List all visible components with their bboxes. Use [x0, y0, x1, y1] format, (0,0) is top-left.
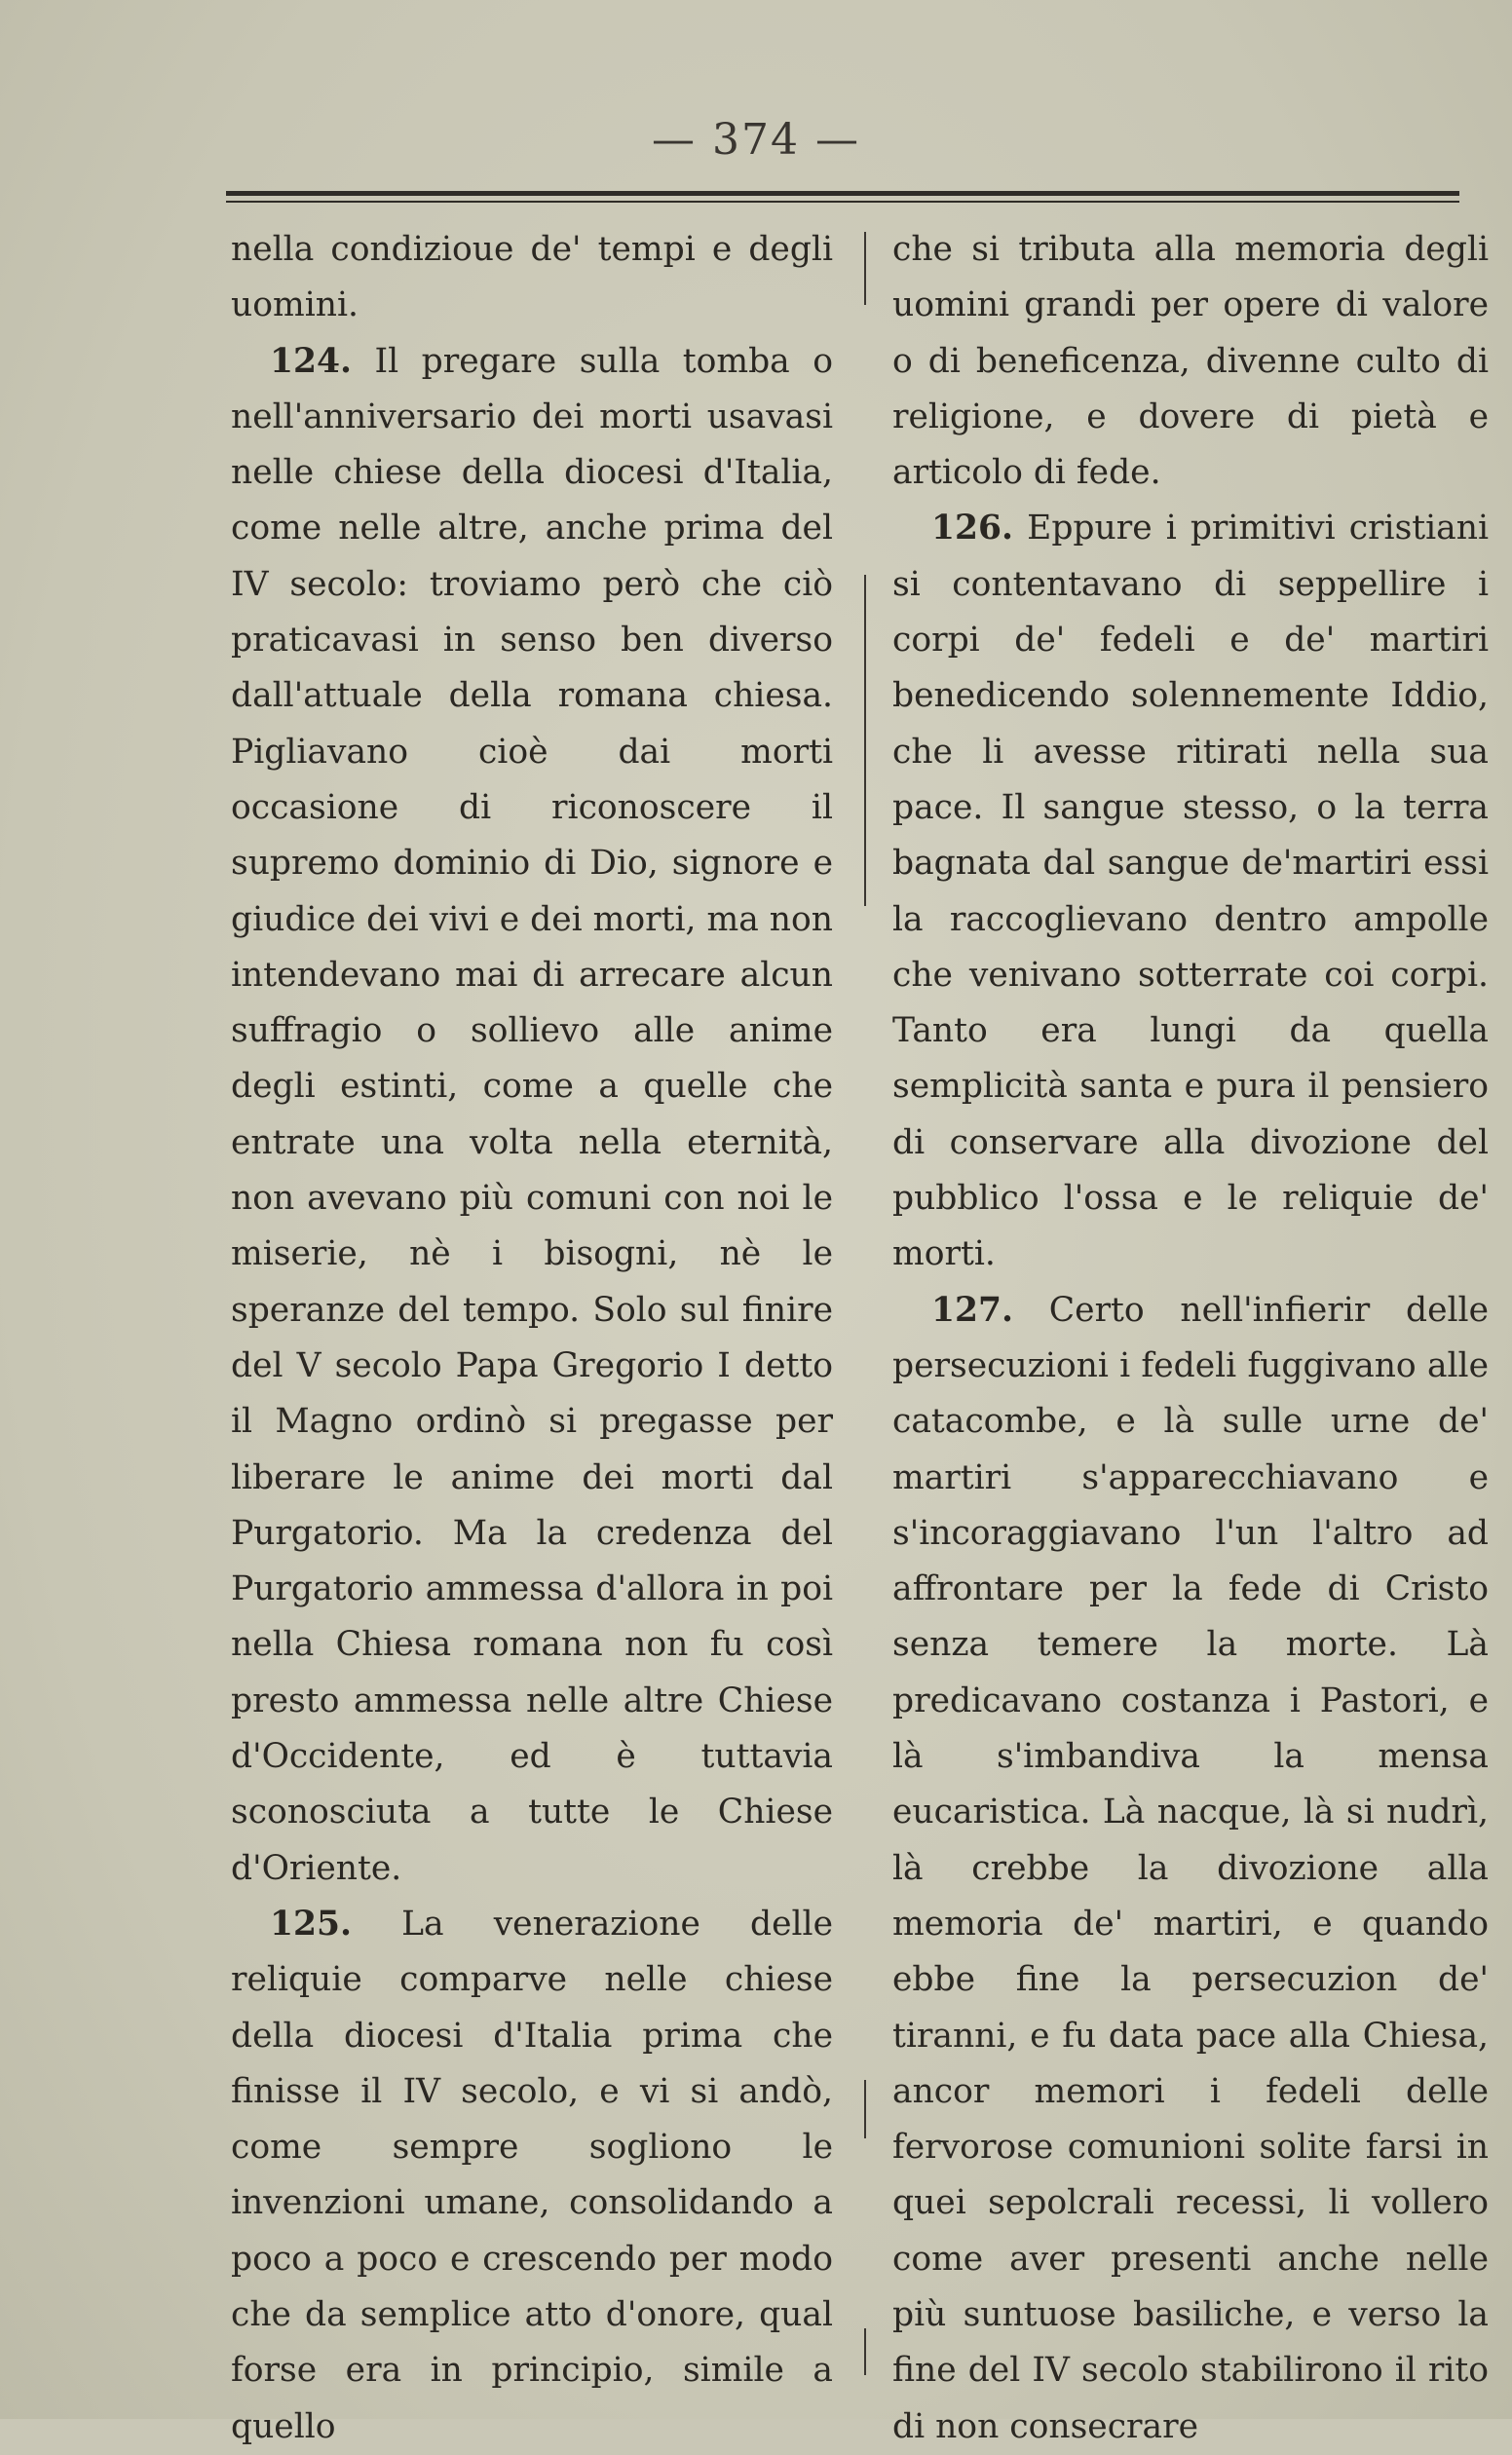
header-rule-thin: [226, 201, 1459, 203]
paragraph-126: [892, 501, 1489, 1282]
section-number: 127.: [931, 1290, 1014, 1330]
section-number: 124.: [270, 341, 353, 381]
paragraph-124: [231, 334, 833, 1897]
column-divider: [864, 575, 866, 906]
section-number: 126.: [931, 509, 1014, 548]
paragraph-continuation: che si tributa alla memoria degli uomini grandi per opere di valore o di beneficenza, divenne culto di religione, e dovere di pietà e articolo di fede.: [892, 230, 1489, 493]
column-divider: [864, 2328, 866, 2375]
paragraph-text: Il pregare sulla tomba o nell'anniversario dei morti usavasi nelle chiese della diocesi d'Italia, come nelle altre, anche prima del IV secolo: troviamo però che ciò praticavasi in senso ben diverso dall'attuale della romana chiesa. Pigliavano cioè dai morti occasione di riconoscere il supremo dominio di Dio, signore e giudice dei vivi e dei morti, ma non intendevano mai di arrecare alcun suffragio o sollievo alle anime degli estinti, come a quelle che entrate una volta nella eternità, non avevano più comuni con noi le miserie, nè i bisogni, nè le speranze del tempo. Solo sul finire del V secolo Papa Gregorio I detto il Magno ordinò si pregasse per liberare le anime dei morti dal Purgatorio. Ma la credenza del Purgatorio ammessa d'allora in poi nella Chiesa romana non fu così presto ammessa nelle altre Chiese d'Occidente, ed è tuttavia sconosciuta a tutte le Chiese d'Oriente.: [231, 341, 833, 1888]
page-number: — 374 —: [652, 115, 860, 165]
paragraph-125: [231, 1897, 833, 2455]
paragraph-127: [892, 1283, 1489, 2455]
paragraph-continuation: nella condizioue de' tempi e degli uomini.: [231, 230, 833, 325]
left-column: [231, 222, 833, 2455]
paragraph-text: La venerazione delle reliquie comparve nelle chiese della diocesi d'Italia prima che finisse il IV secolo, e vi si andò, come sempre sogliono le invenzioni umane, consolidando a poco a poco e crescendo per modo che da semplice atto d'onore, qual forse era in principio, simile a quello: [231, 1904, 833, 2446]
section-number: 125.: [270, 1904, 353, 1944]
column-divider: [864, 232, 866, 305]
right-column: [892, 222, 1489, 2455]
paragraph-text: Eppure i primitivi cristiani si contentavano di seppellire i corpi de' fedeli e de' martiri benedicendo solennemente Iddio, che li avesse ritirati nella sua pace. Il sangue stesso, o la terra bagnata dal sangue de'martiri essi la raccoglievano dentro ampolle che venivano sotterrate coi corpi. Tanto era lungi da quella semplicità santa e pura il pensiero di conservare alla divozione del pubblico l'ossa e le reliquie de' morti.: [892, 509, 1489, 1274]
header-rule-thick: [226, 191, 1459, 196]
column-divider: [864, 2080, 866, 2138]
paragraph-text: Certo nell'infierir delle persecuzioni i fedeli fuggivano alle catacombe, e là sulle urne de' martiri s'apparecchiavano e s'incoraggiavano l'un l'altro ad affrontare per la fede di Cristo senza temere la morte. Là predicavano costanza i Pastori, e là s'imbandiva la mensa eucaristica. Là nacque, là si nudrì, là crebbe la divozione alla memoria de' martiri, e quando ebbe fine la persecuzion de' tiranni, e fu data pace alla Chiesa, ancor memori i fedeli delle fervorose comunioni solite farsi in quei sepolcrali recessi, li vollero come aver presenti anche nelle più suntuose basiliche, e verso la fine del IV secolo stabilirono il rito di non consecrare: [892, 1290, 1489, 2446]
